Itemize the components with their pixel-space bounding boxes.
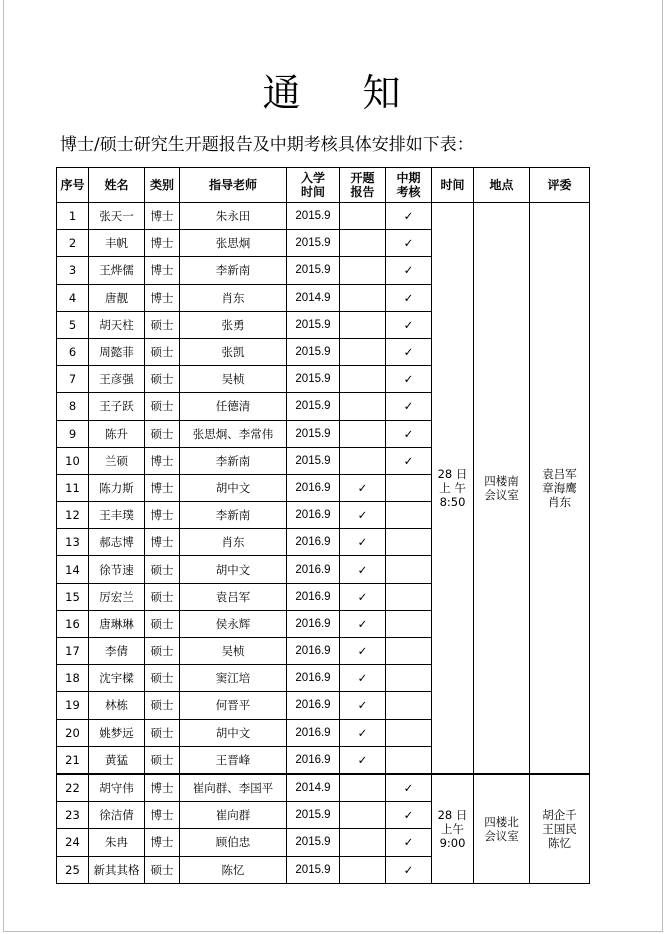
cell-type: 博士 bbox=[145, 257, 180, 284]
cell-name: 王彦强 bbox=[89, 366, 145, 393]
header-seq: 序号 bbox=[57, 168, 89, 203]
cell-seq: 22 bbox=[57, 774, 89, 802]
cell-enroll-time: 2015.9 bbox=[287, 311, 340, 338]
cell-proposal-check bbox=[340, 338, 386, 365]
cell-seq: 5 bbox=[57, 311, 89, 338]
cell-advisor: 张思炯、李常伟 bbox=[180, 420, 287, 447]
cell-midterm-check bbox=[386, 692, 432, 719]
cell-proposal-check: ✓ bbox=[340, 556, 386, 583]
cell-midterm-check bbox=[386, 610, 432, 637]
cell-name: 胡守伟 bbox=[89, 774, 145, 802]
cell-name: 沈宇樑 bbox=[89, 665, 145, 692]
cell-enroll-time: 2016.9 bbox=[287, 665, 340, 692]
cell-type: 硕士 bbox=[145, 338, 180, 365]
notice-subtitle: 博士/硕士研究生开题报告及中期考核具体安排如下表： bbox=[60, 135, 474, 155]
cell-enroll-time: 2015.9 bbox=[287, 203, 340, 230]
cell-name: 王子跃 bbox=[89, 393, 145, 420]
header-judges: 评委 bbox=[530, 168, 590, 203]
cell-name: 兰硕 bbox=[89, 447, 145, 474]
cell-type: 硕士 bbox=[145, 856, 180, 883]
cell-advisor: 肖东 bbox=[180, 284, 287, 311]
cell-enroll-time: 2016.9 bbox=[287, 502, 340, 529]
cell-enroll-time: 2016.9 bbox=[287, 583, 340, 610]
cell-proposal-check bbox=[340, 284, 386, 311]
cell-seq: 11 bbox=[57, 474, 89, 501]
cell-name: 李倩 bbox=[89, 638, 145, 665]
cell-seq: 16 bbox=[57, 610, 89, 637]
cell-seq: 23 bbox=[57, 802, 89, 829]
cell-advisor: 胡中文 bbox=[180, 719, 287, 746]
cell-proposal-check bbox=[340, 447, 386, 474]
cell-proposal-check bbox=[340, 802, 386, 829]
cell-enroll-time: 2016.9 bbox=[287, 529, 340, 556]
cell-midterm-check bbox=[386, 665, 432, 692]
cell-midterm-check bbox=[386, 556, 432, 583]
cell-midterm-check bbox=[386, 583, 432, 610]
cell-seq: 1 bbox=[57, 203, 89, 230]
cell-proposal-check: ✓ bbox=[340, 474, 386, 501]
cell-midterm-check: ✓ bbox=[386, 420, 432, 447]
cell-name: 郝志博 bbox=[89, 529, 145, 556]
cell-name: 唐靓 bbox=[89, 284, 145, 311]
cell-type: 硕士 bbox=[145, 746, 180, 774]
cell-name: 徐洁倩 bbox=[89, 802, 145, 829]
cell-proposal-check: ✓ bbox=[340, 746, 386, 774]
cell-seq: 7 bbox=[57, 366, 89, 393]
cell-type: 硕士 bbox=[145, 610, 180, 637]
cell-midterm-check: ✓ bbox=[386, 284, 432, 311]
cell-type: 硕士 bbox=[145, 665, 180, 692]
cell-enroll-time: 2015.9 bbox=[287, 338, 340, 365]
cell-type: 硕士 bbox=[145, 692, 180, 719]
cell-proposal-check bbox=[340, 257, 386, 284]
cell-seq: 2 bbox=[57, 230, 89, 257]
cell-type: 硕士 bbox=[145, 311, 180, 338]
page-title bbox=[0, 62, 665, 117]
cell-type: 博士 bbox=[145, 829, 180, 856]
cell-enroll-time: 2015.9 bbox=[287, 829, 340, 856]
cell-type: 博士 bbox=[145, 447, 180, 474]
cell-proposal-check bbox=[340, 856, 386, 883]
cell-type: 博士 bbox=[145, 502, 180, 529]
header-name: 姓名 bbox=[89, 168, 145, 203]
cell-proposal-check: ✓ bbox=[340, 719, 386, 746]
cell-session-judges bbox=[530, 203, 590, 774]
cell-name: 丰帆 bbox=[89, 230, 145, 257]
cell-type: 博士 bbox=[145, 529, 180, 556]
cell-midterm-check: ✓ bbox=[386, 447, 432, 474]
cell-midterm-check bbox=[386, 529, 432, 556]
table-header bbox=[57, 168, 590, 203]
cell-name: 张天一 bbox=[89, 203, 145, 230]
cell-name: 黄猛 bbox=[89, 746, 145, 774]
cell-proposal-check: ✓ bbox=[340, 610, 386, 637]
cell-seq: 8 bbox=[57, 393, 89, 420]
cell-proposal-check bbox=[340, 829, 386, 856]
cell-advisor: 张思炯 bbox=[180, 230, 287, 257]
cell-proposal-check: ✓ bbox=[340, 529, 386, 556]
cell-advisor: 陈忆 bbox=[180, 856, 287, 883]
cell-midterm-check bbox=[386, 746, 432, 774]
cell-session-time-line: 上 午 bbox=[439, 480, 466, 495]
cell-enroll-time: 2015.9 bbox=[287, 230, 340, 257]
cell-session-place-line: 会议室 bbox=[484, 828, 519, 843]
cell-name: 徐节速 bbox=[89, 556, 145, 583]
cell-name: 厉宏兰 bbox=[89, 583, 145, 610]
cell-advisor: 顾伯忠 bbox=[180, 829, 287, 856]
cell-midterm-check: ✓ bbox=[386, 829, 432, 856]
cell-proposal-check: ✓ bbox=[340, 583, 386, 610]
cell-advisor: 吴桢 bbox=[180, 638, 287, 665]
cell-session-judges-line: 胡企千 bbox=[542, 807, 577, 822]
cell-proposal-check bbox=[340, 774, 386, 802]
header-time: 时间 bbox=[432, 168, 474, 203]
cell-seq: 13 bbox=[57, 529, 89, 556]
cell-enroll-time: 2015.9 bbox=[287, 420, 340, 447]
title-char-1: 通 bbox=[262, 71, 303, 115]
cell-enroll-time: 2015.9 bbox=[287, 366, 340, 393]
cell-type: 硕士 bbox=[145, 583, 180, 610]
cell-session-judges-line: 肖东 bbox=[548, 494, 571, 509]
cell-proposal-check: ✓ bbox=[340, 665, 386, 692]
cell-proposal-check bbox=[340, 230, 386, 257]
cell-proposal-check bbox=[340, 203, 386, 230]
table-row bbox=[57, 203, 590, 230]
cell-seq: 25 bbox=[57, 856, 89, 883]
cell-name: 林栋 bbox=[89, 692, 145, 719]
cell-enroll-time: 2015.9 bbox=[287, 447, 340, 474]
cell-enroll-time: 2016.9 bbox=[287, 556, 340, 583]
cell-advisor: 任德清 bbox=[180, 393, 287, 420]
cell-name: 陈力斯 bbox=[89, 474, 145, 501]
cell-session-judges-line: 王国民 bbox=[542, 821, 577, 836]
cell-seq: 9 bbox=[57, 420, 89, 447]
cell-type: 硕士 bbox=[145, 638, 180, 665]
cell-advisor: 李新南 bbox=[180, 257, 287, 284]
cell-advisor: 胡中文 bbox=[180, 474, 287, 501]
cell-type: 硕士 bbox=[145, 366, 180, 393]
cell-name: 王丰璞 bbox=[89, 502, 145, 529]
cell-seq: 17 bbox=[57, 638, 89, 665]
cell-session-judges-line: 陈忆 bbox=[548, 835, 571, 850]
cell-name: 陈升 bbox=[89, 420, 145, 447]
cell-session-place-line: 会议室 bbox=[484, 487, 519, 502]
cell-midterm-check bbox=[386, 638, 432, 665]
cell-midterm-check bbox=[386, 474, 432, 501]
cell-proposal-check: ✓ bbox=[340, 502, 386, 529]
cell-advisor: 胡中文 bbox=[180, 556, 287, 583]
cell-session-place bbox=[474, 203, 530, 774]
cell-session-time bbox=[432, 774, 474, 883]
cell-proposal-check bbox=[340, 420, 386, 447]
cell-enroll-time: 2014.9 bbox=[287, 284, 340, 311]
cell-name: 周懿菲 bbox=[89, 338, 145, 365]
cell-midterm-check bbox=[386, 719, 432, 746]
header-enroll-time: 入学 时间 bbox=[287, 168, 340, 203]
cell-session-place bbox=[474, 774, 530, 883]
cell-seq: 19 bbox=[57, 692, 89, 719]
cell-midterm-check: ✓ bbox=[386, 802, 432, 829]
cell-session-judges bbox=[530, 774, 590, 883]
cell-session-time-line: 8:50 bbox=[439, 494, 466, 509]
cell-session-time bbox=[432, 203, 474, 774]
cell-seq: 20 bbox=[57, 719, 89, 746]
cell-advisor: 侯永辉 bbox=[180, 610, 287, 637]
cell-advisor: 崔向群、李国平 bbox=[180, 774, 287, 802]
cell-proposal-check bbox=[340, 393, 386, 420]
header-place: 地点 bbox=[474, 168, 530, 203]
header-midterm: 中期 考核 bbox=[386, 168, 432, 203]
cell-session-time-line: 上午 bbox=[441, 821, 464, 836]
cell-seq: 24 bbox=[57, 829, 89, 856]
cell-midterm-check: ✓ bbox=[386, 203, 432, 230]
cell-type: 硕士 bbox=[145, 420, 180, 447]
cell-enroll-time: 2016.9 bbox=[287, 638, 340, 665]
cell-name: 王烨儒 bbox=[89, 257, 145, 284]
cell-seq: 3 bbox=[57, 257, 89, 284]
cell-advisor: 李新南 bbox=[180, 447, 287, 474]
table-body bbox=[57, 203, 590, 884]
cell-session-judges-line: 章海鹰 bbox=[542, 480, 577, 495]
cell-advisor: 张勇 bbox=[180, 311, 287, 338]
cell-type: 博士 bbox=[145, 230, 180, 257]
title-char-2: 知 bbox=[362, 71, 403, 115]
cell-advisor: 肖东 bbox=[180, 529, 287, 556]
cell-midterm-check bbox=[386, 502, 432, 529]
cell-seq: 18 bbox=[57, 665, 89, 692]
cell-name: 新其其格 bbox=[89, 856, 145, 883]
cell-advisor: 张凯 bbox=[180, 338, 287, 365]
cell-proposal-check: ✓ bbox=[340, 638, 386, 665]
cell-enroll-time: 2016.9 bbox=[287, 746, 340, 774]
cell-seq: 12 bbox=[57, 502, 89, 529]
cell-seq: 4 bbox=[57, 284, 89, 311]
cell-advisor: 崔向群 bbox=[180, 802, 287, 829]
cell-midterm-check: ✓ bbox=[386, 338, 432, 365]
cell-enroll-time: 2016.9 bbox=[287, 474, 340, 501]
cell-proposal-check: ✓ bbox=[340, 692, 386, 719]
schedule-table bbox=[56, 167, 590, 884]
cell-advisor: 何晋平 bbox=[180, 692, 287, 719]
cell-name: 朱冉 bbox=[89, 829, 145, 856]
cell-advisor: 朱永田 bbox=[180, 203, 287, 230]
cell-name: 胡天柱 bbox=[89, 311, 145, 338]
cell-advisor: 吴桢 bbox=[180, 366, 287, 393]
cell-seq: 15 bbox=[57, 583, 89, 610]
cell-type: 硕士 bbox=[145, 556, 180, 583]
cell-session-judges-line: 袁吕军 bbox=[542, 466, 577, 481]
cell-advisor: 窦江培 bbox=[180, 665, 287, 692]
header-type: 类别 bbox=[145, 168, 180, 203]
cell-advisor: 袁吕军 bbox=[180, 583, 287, 610]
cell-enroll-time: 2015.9 bbox=[287, 257, 340, 284]
cell-name: 唐琳琳 bbox=[89, 610, 145, 637]
cell-type: 硕士 bbox=[145, 719, 180, 746]
header-advisor: 指导老师 bbox=[180, 168, 287, 203]
cell-session-time-line: 9:00 bbox=[439, 835, 466, 850]
cell-name: 姚梦远 bbox=[89, 719, 145, 746]
cell-midterm-check: ✓ bbox=[386, 856, 432, 883]
cell-seq: 6 bbox=[57, 338, 89, 365]
cell-enroll-time: 2016.9 bbox=[287, 692, 340, 719]
cell-type: 博士 bbox=[145, 284, 180, 311]
cell-midterm-check: ✓ bbox=[386, 393, 432, 420]
cell-enroll-time: 2015.9 bbox=[287, 856, 340, 883]
table-row bbox=[57, 774, 590, 802]
cell-enroll-time: 2016.9 bbox=[287, 610, 340, 637]
cell-type: 博士 bbox=[145, 474, 180, 501]
cell-seq: 14 bbox=[57, 556, 89, 583]
cell-midterm-check: ✓ bbox=[386, 366, 432, 393]
cell-seq: 21 bbox=[57, 746, 89, 774]
cell-session-time-line: 28 日 bbox=[437, 807, 468, 822]
header-proposal: 开题 报告 bbox=[340, 168, 386, 203]
cell-advisor: 李新南 bbox=[180, 502, 287, 529]
cell-advisor: 王晋峰 bbox=[180, 746, 287, 774]
cell-enroll-time: 2014.9 bbox=[287, 774, 340, 802]
cell-session-place-line: 四楼北 bbox=[484, 814, 519, 829]
cell-session-place-line: 四楼南 bbox=[484, 473, 519, 488]
cell-proposal-check bbox=[340, 311, 386, 338]
cell-session-time-line: 28 日 bbox=[437, 466, 468, 481]
cell-proposal-check bbox=[340, 366, 386, 393]
cell-midterm-check: ✓ bbox=[386, 311, 432, 338]
cell-midterm-check: ✓ bbox=[386, 257, 432, 284]
cell-enroll-time: 2015.9 bbox=[287, 393, 340, 420]
cell-type: 博士 bbox=[145, 774, 180, 802]
cell-type: 博士 bbox=[145, 203, 180, 230]
cell-seq: 10 bbox=[57, 447, 89, 474]
cell-midterm-check: ✓ bbox=[386, 774, 432, 802]
cell-midterm-check: ✓ bbox=[386, 230, 432, 257]
cell-enroll-time: 2016.9 bbox=[287, 719, 340, 746]
cell-type: 博士 bbox=[145, 802, 180, 829]
cell-enroll-time: 2015.9 bbox=[287, 802, 340, 829]
cell-type: 硕士 bbox=[145, 393, 180, 420]
